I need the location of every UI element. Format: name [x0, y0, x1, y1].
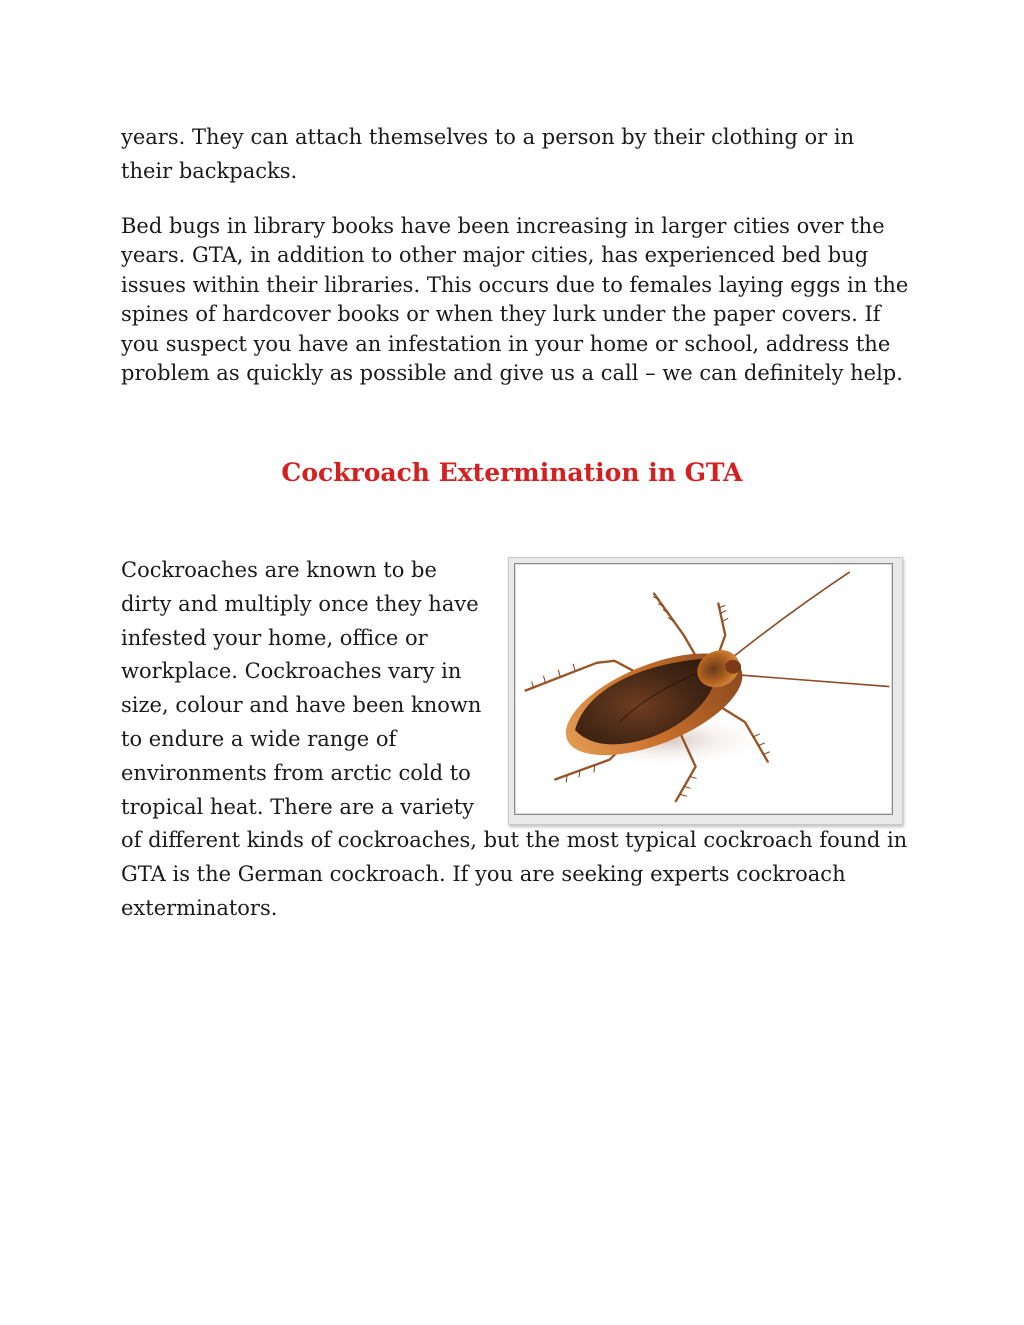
paragraph-line: of different kinds of cockroaches, but the most typical cockroach found in	[121, 828, 908, 853]
paragraph-line: workplace. Cockroaches vary in	[121, 659, 462, 684]
section-heading: Cockroach Extermination in GTA	[281, 458, 743, 487]
paragraph-line: you suspect you have an infestation in your home or school, address the	[121, 331, 891, 356]
paragraph-line: problem as quickly as possible and give us a call – we can definitely help.	[121, 361, 903, 386]
paragraph-line: Cockroaches are known to be	[121, 558, 437, 582]
paragraph-line: GTA is the German cockroach. If you are seeking experts cockroach	[121, 862, 846, 887]
paragraph-line: size, colour and have been known	[121, 693, 482, 718]
paragraph-line: their backpacks.	[121, 159, 298, 183]
paragraph-line: years. They can attach themselves to a person by their clothing or in	[121, 125, 855, 149]
intro-paragraph	[121, 120, 911, 188]
paragraph-line: to endure a wide range of	[121, 726, 397, 751]
paragraph-line: years. GTA, in addition to other major cities, has experienced bed bug	[121, 243, 869, 268]
cockroach-paragraph	[121, 554, 911, 926]
paragraph-line: Bed bugs in library books have been increasing in larger cities over the	[121, 214, 885, 238]
paragraph-line: dirty and multiply once they have	[121, 591, 479, 616]
paragraph-line: issues within their libraries. This occurs due to females laying eggs in the	[121, 272, 909, 297]
paragraph-line: infested your home, office or	[121, 625, 428, 650]
paragraph-line: tropical heat. There are a variety	[121, 794, 475, 819]
paragraph-line: exterminators.	[121, 895, 278, 920]
paragraph-line: environments from arctic cold to	[121, 760, 471, 785]
bedbug-paragraph	[121, 212, 911, 388]
paragraph-line: spines of hardcover books or when they lurk under the paper covers. If	[121, 302, 881, 327]
